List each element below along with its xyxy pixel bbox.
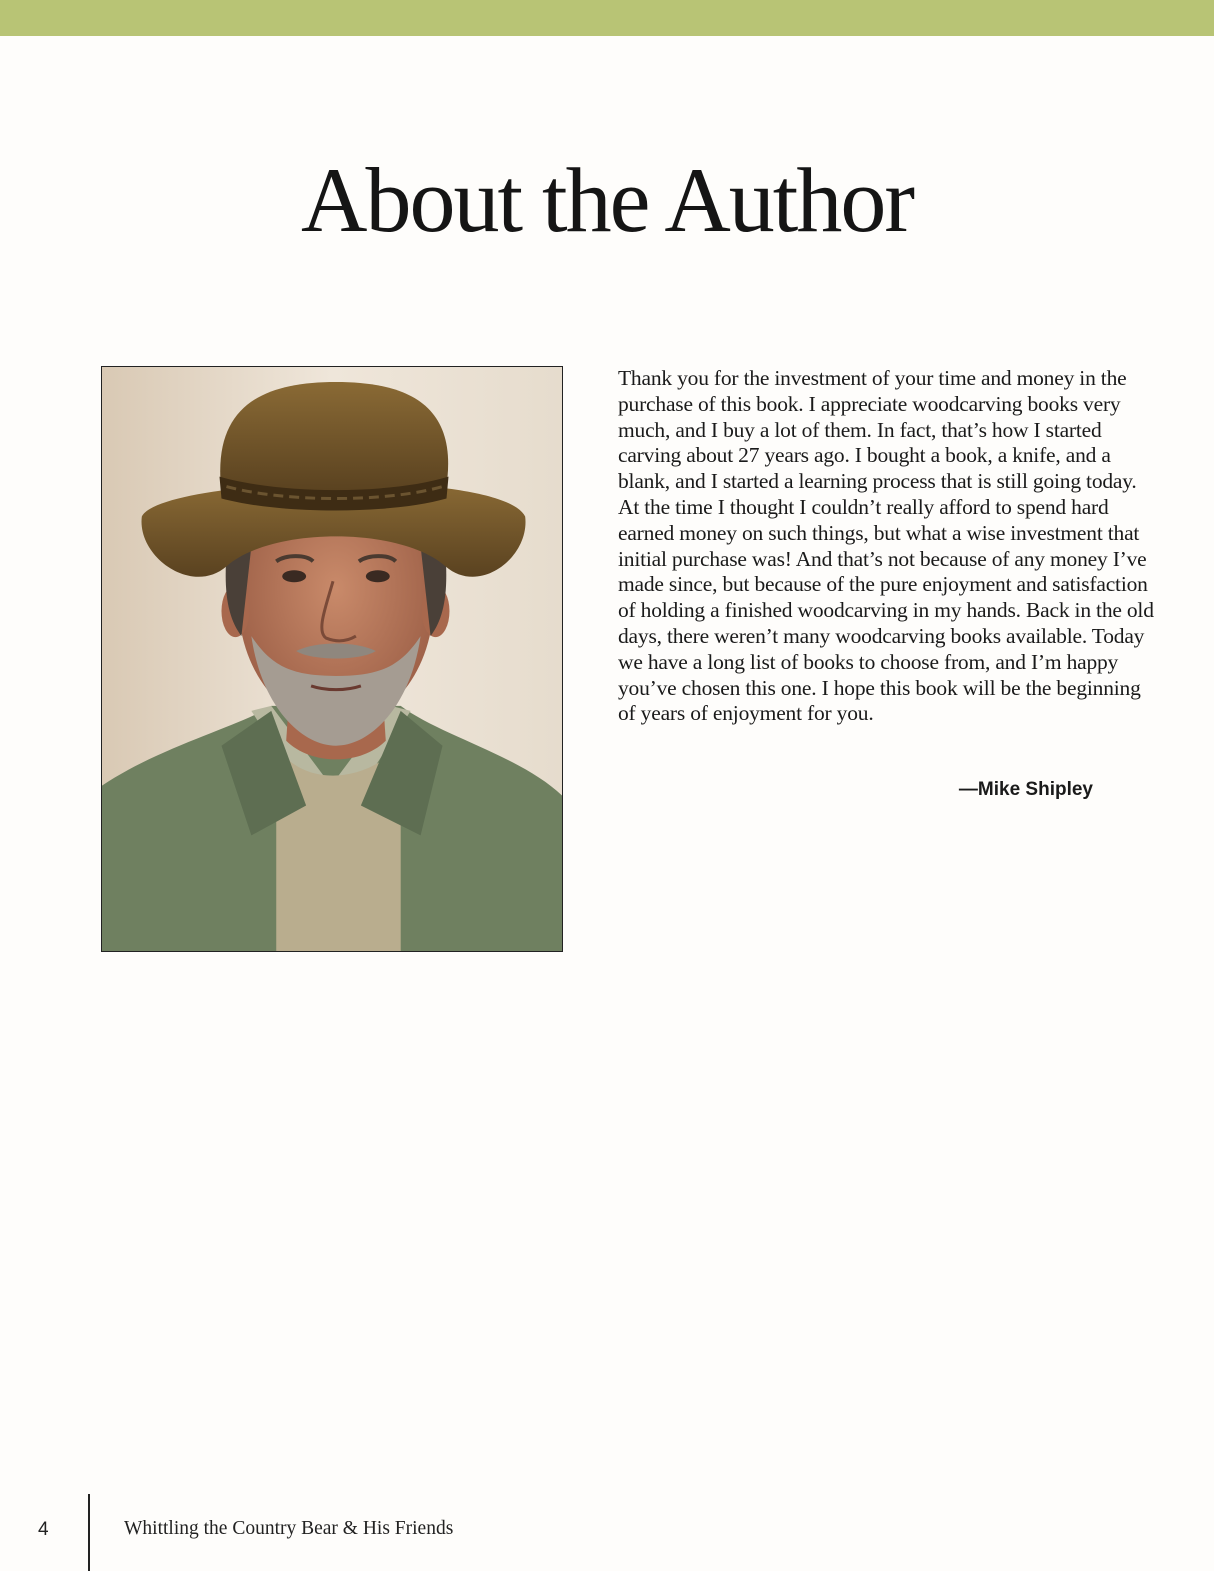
author-portrait-illustration bbox=[102, 367, 562, 951]
footer-book-title: Whittling the Country Bear & His Friends bbox=[124, 1518, 454, 1539]
footer-divider bbox=[88, 1494, 90, 1571]
page-title: About the Author bbox=[301, 149, 913, 251]
header-color-band bbox=[0, 0, 1214, 36]
author-signature: —Mike Shipley bbox=[958, 779, 1093, 800]
author-photo bbox=[101, 366, 563, 952]
author-bio-text: Thank you for the investment of your time and money in the purchase of this book. I appreciate woodcarving books very much, and I buy a lot of them. In fact, that’s how I started carving about 27 years ago. I bought a book, a knife, and a blank, and I started a learning process that is still going today. At the time I thought I couldn’t really afford to spend hard earned money on such things, but what a wise investment that initial purchase was! And that’s not because of any money I’ve made since, but because of the pure enjoyment and satisfaction of holding a finished woodcarving in my hands. Back in the old days, there weren’t many woodcarving books available. Today we have a long list of books to choose from, and I’m happy you’ve chosen this one. I hope this book will be the beginning of years of enjoyment for you. bbox=[618, 366, 1154, 726]
page-number: 4 bbox=[38, 1519, 49, 1540]
